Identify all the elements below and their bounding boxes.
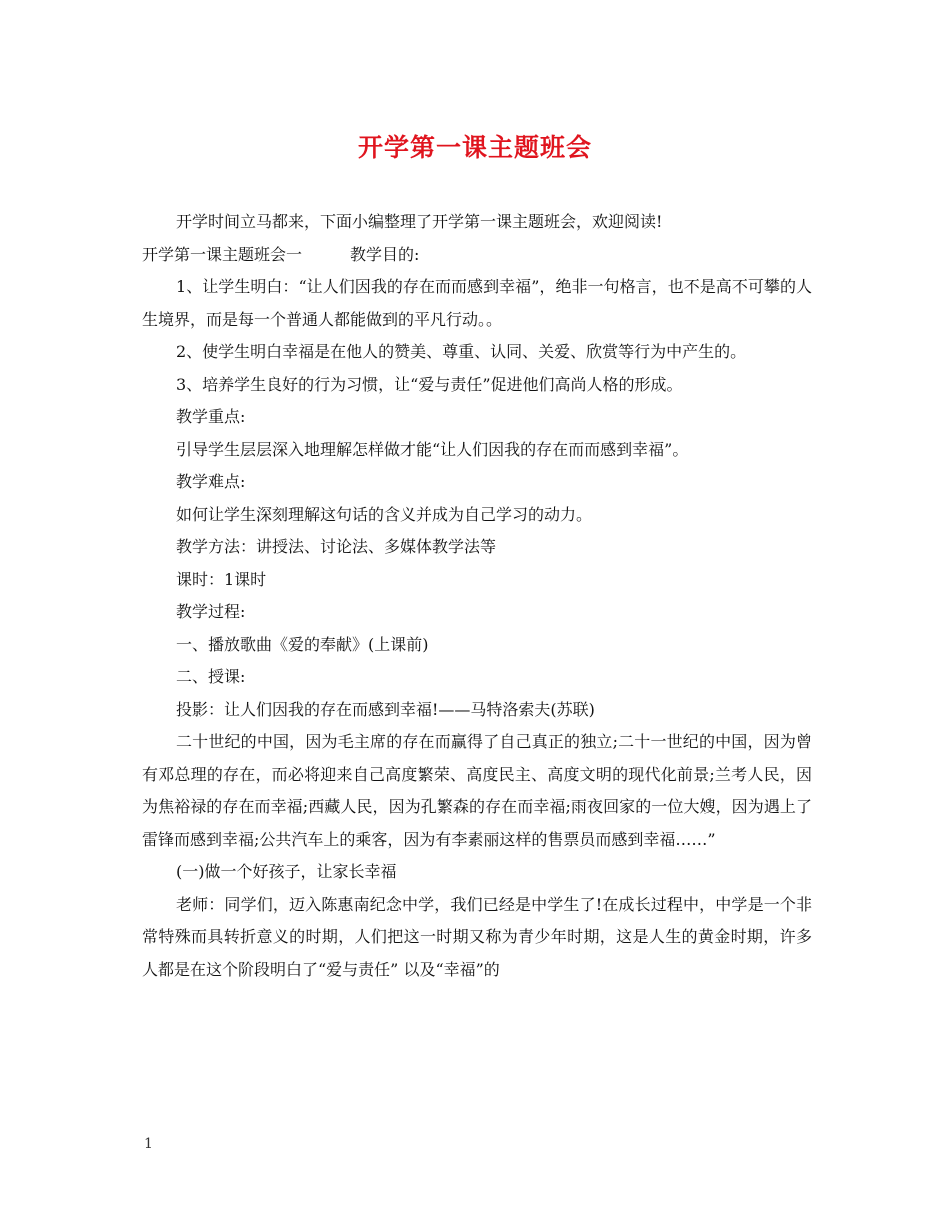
paragraph: 引导学生层层深入地理解怎样做才能“让人们因我的存在而而感到幸福”。 — [176, 439, 689, 459]
paragraph: 一、播放歌曲《爱的奉献》(上课前) — [176, 634, 429, 654]
paragraph: 老师：同学们，迈入陈惠南纪念中学，我们已经是中学生了!在成长过程中，中学是一个非常特殊而具转折意义的时期，人们把这一时期又称为青少年时期，这是人生的黄金时期，许多人都是在这个阶段明白了“爱与责任” 以及“幸福”的 — [142, 894, 812, 979]
paragraph: 投影：让人们因我的存在而感到幸福!——马特洛索夫(苏联) — [176, 699, 595, 719]
intro-paragraph: 开学时间立马都来，下面小编整理了开学第一课主题班会，欢迎阅读! — [176, 212, 663, 231]
paragraph: (一)做一个好孩子，让家长幸福 — [176, 862, 397, 881]
objectives-heading: 教学目的: — [350, 244, 420, 264]
paragraph: 教学过程: — [176, 602, 246, 621]
paragraph: 如何让学生深刻理解这句话的含义并成为自己学习的动力。 — [176, 504, 593, 524]
document-title: 开学第一课主题班会 — [357, 133, 592, 162]
paragraph: 课时：1课时 — [176, 569, 267, 589]
document-body — [142, 206, 812, 986]
paragraph: 2、使学生明白幸福是在他人的赞美、尊重、认同、关爱、欣赏等行为中产生的。 — [176, 342, 747, 361]
page-number: 1 — [144, 1136, 153, 1152]
paragraph: 3、培养学生良好的行为习惯，让“爱与责任”促进他们高尚人格的形成。 — [176, 374, 683, 394]
paragraph: 二十世纪的中国，因为毛主席的存在而赢得了自己真正的独立;二十一世纪的中国，因为曾有邓总理的存在，而必将迎来自己高度繁荣、高度民主、高度文明的现代化前景;兰考人民，因为焦裕禄的存在而幸福;西藏人民，因为孔繁森的存在而幸福;雨夜回家的一位大嫂，因为遇上了雷锋而感到幸福;公共汽车上的乘客，因为有李素丽这样的售票员而感到幸福……” — [142, 732, 812, 849]
section-heading-line — [142, 239, 812, 272]
paragraph: 1、让学生明白：“让人们因我的存在而而感到幸福”，绝非一句格言，也不是高不可攀的人生境界，而是每一个普通人都能做到的平凡行动。。 — [142, 277, 812, 329]
paragraph: 二、授课: — [176, 667, 246, 686]
paragraph: 教学重点: — [176, 407, 246, 426]
section-title: 开学第一课主题班会一 — [142, 244, 303, 264]
paragraph: 教学难点: — [176, 472, 246, 491]
paragraph: 教学方法：讲授法、讨论法、多媒体教学法等 — [176, 537, 497, 556]
